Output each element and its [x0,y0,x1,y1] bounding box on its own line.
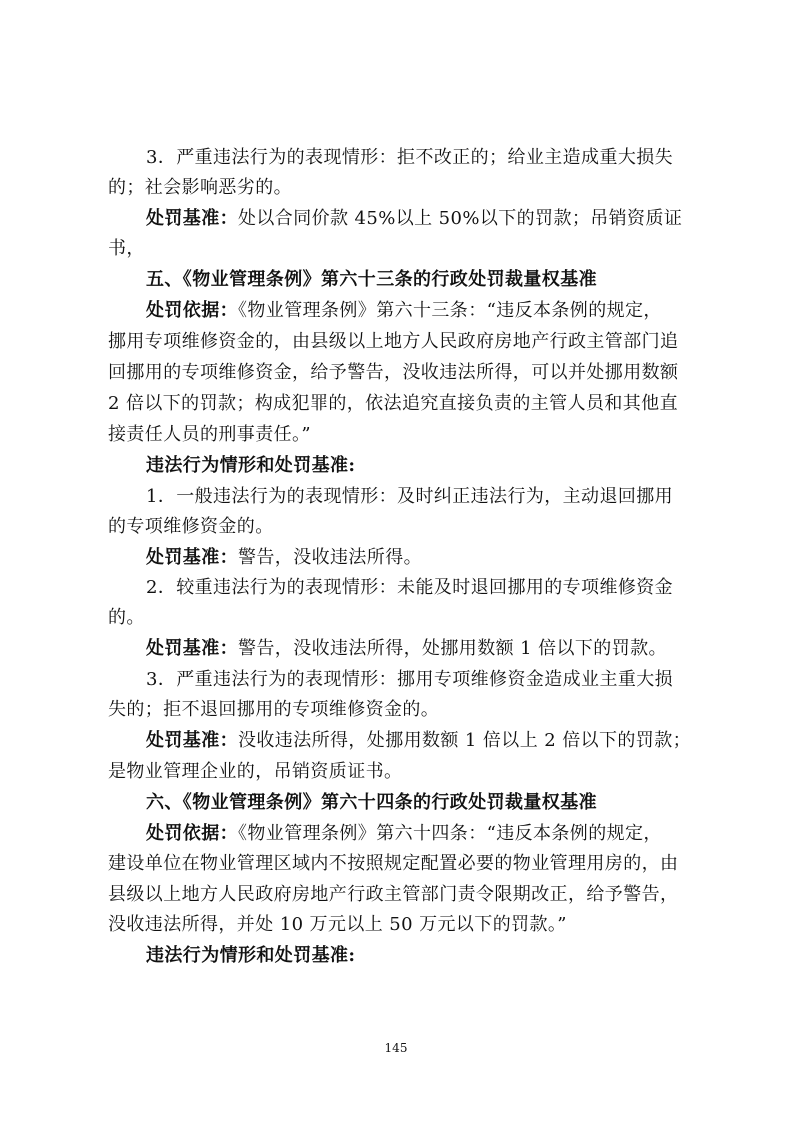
label-text: 处罚基准： [146,208,238,229]
line-text: 警告，没收违法所得。 [238,547,422,568]
line-text: 是物业管理企业的，吊销资质证书。 [108,761,403,782]
section-heading [146,788,597,818]
text-line [146,143,673,173]
section-heading [146,265,597,295]
line-text: 2 倍以下的罚款；构成犯罪的，依法追究直接负责的主管人员和其他直 [108,393,678,414]
text-line [146,482,673,512]
text-line [108,603,145,633]
text-line [108,234,145,264]
text-line [108,910,567,940]
line-text: 3．严重违法行为的表现情形：拒不改正的；给业主造成重大损失 [146,147,674,168]
text-line [108,389,678,419]
line-text: 《物业管理条例》第六十三条：“违反本条例的规定， [238,300,662,321]
page-number: 145 [384,1041,408,1055]
line-text: 失的；拒不退回挪用的专项维修资金的。 [108,699,440,720]
text-line [108,420,311,450]
line-text: 挪用专项维修资金的，由县级以上地方人民政府房地产行政主管部门追 [108,331,679,352]
line-text: 县级以上地方人民政府房地产行政主管部门责令限期改正，给予警告， [108,884,679,905]
heading-text: 五、《物业管理条例》第六十三条的行政处罚裁量权基准 [146,269,597,290]
line-text: 处以合同价款 45%以上 50%以下的罚款；吊销资质证 [238,208,683,229]
heading-text: 六、《物业管理条例》第六十四条的行政处罚裁量权基准 [146,792,597,813]
text-line [146,204,682,234]
line-text: 的。 [108,607,145,628]
line-text: 的专项维修资金的。 [108,516,274,537]
line-text: 没收违法所得，处挪用数额 1 倍以上 2 倍以下的罚款； [238,730,691,751]
text-line [108,695,439,725]
text-line [108,757,402,787]
text-line [108,327,678,357]
subsection-heading [146,451,355,481]
line-text: 2．较重违法行为的表现情形：未能及时退回挪用的专项维修资金 [146,577,674,598]
text-line [146,573,673,603]
label-text: 处罚基准： [146,730,238,751]
text-line [146,819,662,849]
text-line [108,849,678,879]
line-text: 3．严重违法行为的表现情形：挪用专项维修资金造成业主重大损 [146,669,674,690]
text-line [108,358,678,388]
line-text: 1．一般违法行为的表现情形：及时纠正违法行为，主动退回挪用 [146,486,674,507]
label-text: 处罚依据： [146,300,238,321]
label-text: 处罚依据： [146,823,238,844]
subsection-heading [146,941,355,971]
line-text: 《物业管理条例》第六十四条：“违反本条例的规定， [238,823,662,844]
line-text: 警告，没收违法所得，处挪用数额 1 倍以下的罚款。 [238,638,667,659]
text-line [146,634,667,664]
text-line [108,173,292,203]
text-line [108,880,678,910]
text-line [146,296,662,326]
line-text: 书， [108,238,145,259]
label-text: 处罚基准： [146,638,238,659]
heading-text: 违法行为情形和处罚基准: [146,945,356,966]
heading-text: 违法行为情形和处罚基准: [146,455,356,476]
text-line [146,543,422,573]
line-text: 建设单位在物业管理区域内不按照规定配置必要的物业管理用房的，由 [108,853,679,874]
line-text: 回挪用的专项维修资金，给予警告，没收违法所得，可以并处挪用数额 [108,362,679,383]
text-line [108,512,274,542]
text-line [146,665,673,695]
line-text: 没收违法所得，并处 10 万元以上 50 万元以下的罚款。” [108,914,567,935]
line-text: 接责任人员的刑事责任。” [108,424,312,445]
label-text: 处罚基准： [146,547,238,568]
text-line [146,726,691,756]
line-text: 的；社会影响恶劣的。 [108,177,292,198]
